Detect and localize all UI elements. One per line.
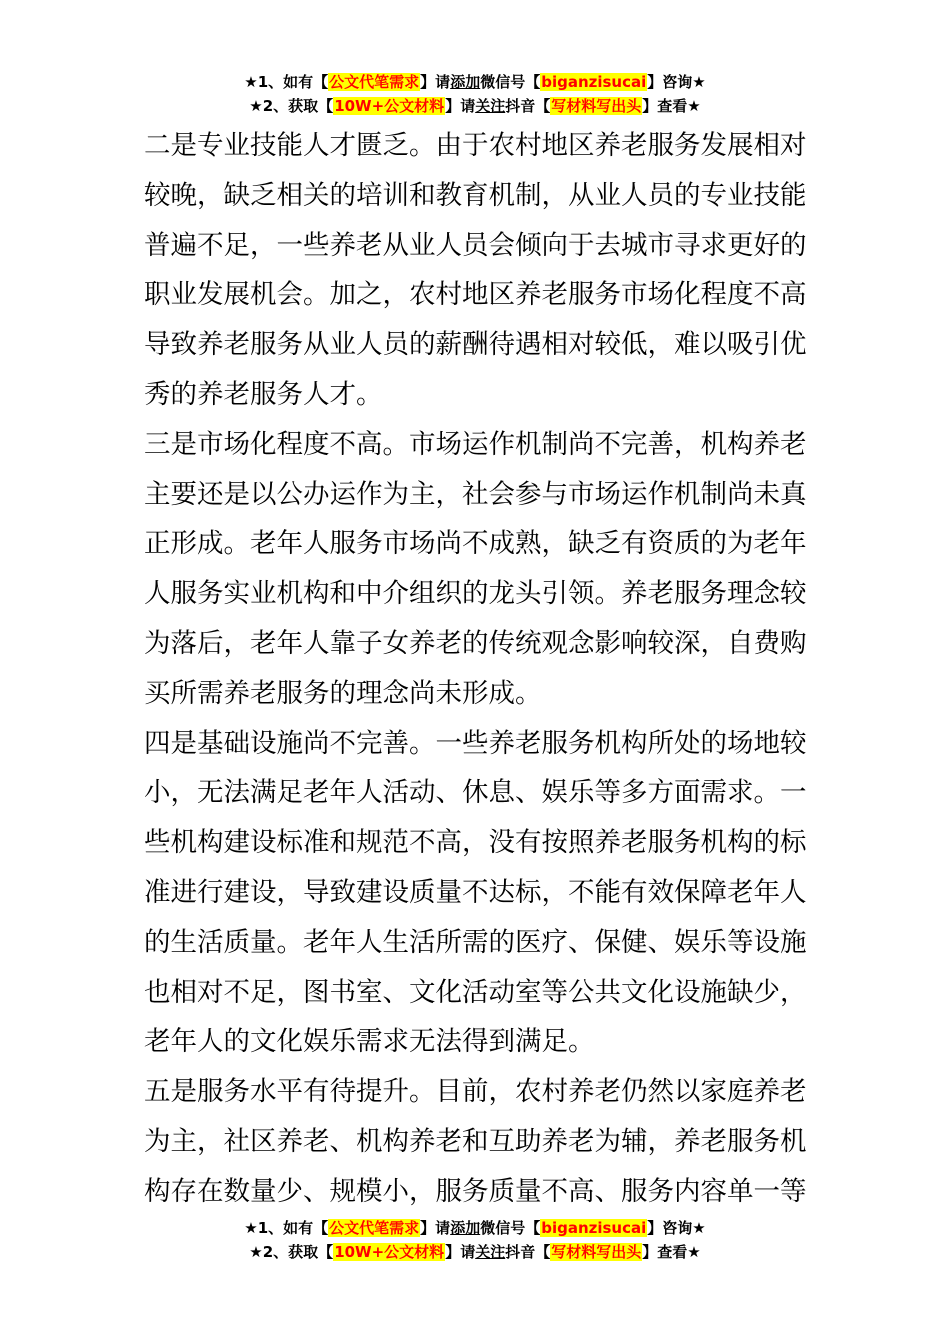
body-line: 导致养老服务从业人员的薪酬待遇相对较低，难以吸引优 <box>144 329 807 361</box>
body-line: 秀的养老服务人才。 <box>144 378 383 410</box>
promo-underlined: 关注 <box>475 97 506 115</box>
promo-underlined: 添加 <box>450 73 481 91</box>
body-line: 准进行建设，导致建设质量不达标，不能有效保障老年人 <box>144 876 807 908</box>
promo-text: 】查看★ <box>642 1243 701 1261</box>
body-line: 主要还是以公办运作为主，社会参与市场运作机制尚未真 <box>144 478 807 510</box>
promo-text: 抖音【 <box>505 97 551 115</box>
body-line: 小，无法满足老年人活动、休息、娱乐等多方面需求。一 <box>144 777 807 809</box>
promo-underlined: 添加 <box>450 1219 481 1237</box>
promo-text: ★1、如有【 <box>244 1219 329 1237</box>
promo-text: 】请 <box>420 1219 451 1237</box>
body-line: 人服务实业机构和中介组织的龙头引领。养老服务理念较 <box>144 578 807 610</box>
promo-text: ★1、如有【 <box>244 73 329 91</box>
promo-text: 】咨询★ <box>647 73 706 91</box>
body-line: 老年人的文化娱乐需求无法得到满足。 <box>144 1026 595 1058</box>
body-line: 为落后，老年人靠子女养老的传统观念影响较深，自费购 <box>144 627 807 659</box>
footer-promo-banner <box>0 1216 950 1264</box>
promo-line-2 <box>0 94 950 118</box>
promo-text: 】请 <box>420 73 451 91</box>
promo-underlined: 关注 <box>475 1243 506 1261</box>
promo-line-1 <box>0 1216 950 1240</box>
promo-douyin-account: 写材料写出头 <box>551 1243 642 1261</box>
body-line: 二是专业技能人才匮乏。由于农村地区养老服务发展相对 <box>144 130 807 161</box>
promo-douyin-account: 写材料写出头 <box>551 97 642 115</box>
body-line: 职业发展机会。加之，农村地区养老服务市场化程度不高 <box>144 279 807 311</box>
body-line: 五是服务水平有待提升。目前，农村养老仍然以家庭养老 <box>144 1076 807 1108</box>
promo-text: 】查看★ <box>642 97 701 115</box>
promo-text: 】咨询★ <box>647 1219 706 1237</box>
body-line: 正形成。老年人服务市场尚不成熟，缺乏有资质的为老年 <box>144 528 807 560</box>
promo-highlight: 10W+公文材料 <box>334 1243 445 1261</box>
promo-text: 抖音【 <box>505 1243 551 1261</box>
promo-text: 】请 <box>445 97 476 115</box>
body-line: 些机构建设标准和规范不高，没有按照养老服务机构的标 <box>144 827 807 859</box>
header-promo-banner <box>0 70 950 118</box>
body-line: 买所需养老服务的理念尚未形成。 <box>144 677 542 709</box>
promo-text: 微信号【 <box>480 73 541 91</box>
body-line: 的生活质量。老年人生活所需的医疗、保健、娱乐等设施 <box>144 926 807 958</box>
promo-wechat-id: biganzisucai <box>541 73 647 91</box>
promo-text: 微信号【 <box>480 1219 541 1237</box>
body-line: 为主，社区养老、机构养老和互助养老为辅，养老服务机 <box>144 1125 807 1157</box>
promo-highlight: 10W+公文材料 <box>334 97 445 115</box>
promo-line-2 <box>0 1240 950 1264</box>
body-line: 较晚，缺乏相关的培训和教育机制，从业人员的专业技能 <box>144 179 807 211</box>
promo-wechat-id: biganzisucai <box>541 1219 647 1237</box>
promo-text: ★2、获取【 <box>249 1243 334 1261</box>
promo-line-1 <box>0 70 950 94</box>
body-line: 也相对不足，图书室、文化活动室等公共文化设施缺少， <box>144 976 807 1008</box>
body-line: 三是市场化程度不高。市场运作机制尚不完善，机构养老 <box>144 428 807 460</box>
body-line: 四是基础设施尚不完善。一些养老服务机构所处的场地较 <box>144 727 807 759</box>
promo-text: 】请 <box>445 1243 476 1261</box>
document-body <box>144 121 810 1217</box>
promo-highlight: 公文代笔需求 <box>329 73 420 91</box>
promo-highlight: 公文代笔需求 <box>329 1219 420 1237</box>
body-line: 普遍不足，一些养老从业人员会倾向于去城市寻求更好的 <box>144 229 807 261</box>
promo-text: ★2、获取【 <box>249 97 334 115</box>
body-line: 构存在数量少、规模小，服务质量不高、服务内容单一等 <box>144 1175 807 1207</box>
